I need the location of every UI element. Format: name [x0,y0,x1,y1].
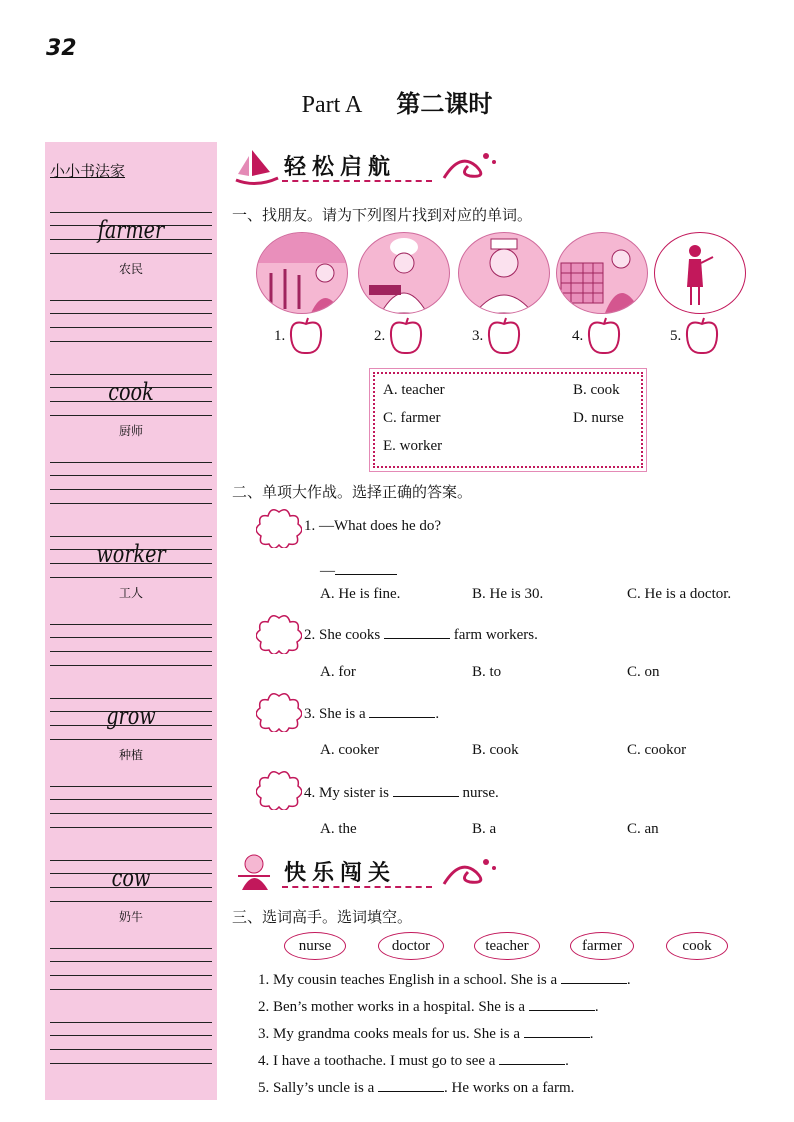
apple-answer-icon[interactable] [684,316,720,356]
swirl-ornament-icon [440,854,500,890]
choice-b[interactable]: B. He is 30. [472,586,544,602]
sidebar-title: 小小书法家 [50,162,126,180]
choice-c[interactable]: C. on [627,664,660,680]
answer-blank[interactable] [393,782,459,797]
page-number: 32 [46,36,77,61]
handwriting-word: grow [106,702,156,730]
item-number: 3. [472,328,484,344]
nurse-picture-icon [459,233,549,313]
handwriting-word: worker [96,540,166,568]
flower-answer-icon[interactable] [256,614,302,654]
answer-blank[interactable] [524,1023,590,1038]
word-block-farmer [50,212,212,277]
girl-mascot-icon [230,852,282,892]
word-meaning: 种植 [118,748,143,762]
choice-c[interactable]: C. cookor [627,742,687,758]
option-e: E. worker [383,438,443,454]
practice-lines[interactable] [50,948,212,990]
word-block-grow [50,698,212,763]
fill-sentence-5 [258,1077,574,1097]
stem-text: nurse. [462,785,499,801]
sentence-text: . [594,999,599,1015]
item-number: 1. [274,328,286,344]
item-number: 4. [572,328,584,344]
section1-heading: 一、找朋友。请为下列图片找到对应的单词。 [232,206,533,224]
answer-blank[interactable] [561,969,627,984]
practice-lines[interactable] [50,462,212,504]
cook-picture-icon [359,233,449,313]
answer-blank[interactable] [369,703,435,718]
worker-picture-icon [557,233,647,313]
handwriting-word: cow [111,864,151,892]
question-2-stem [304,624,538,644]
stem-text: . [435,706,440,722]
word-meaning: 奶牛 [118,910,143,924]
teacher-picture-icon [655,233,745,313]
fill-sentence-4 [258,1050,569,1070]
option-c: C. farmer [383,410,441,426]
word-chip-teacher[interactable]: teacher [474,932,540,960]
flower-answer-icon[interactable] [256,692,302,732]
answer-blank[interactable] [378,1077,444,1092]
stem-text: 2. She cooks [304,627,381,643]
fill-sentence-2 [258,996,599,1016]
practice-lines[interactable] [50,786,212,828]
word-block-cook [50,374,212,439]
sentence-text: . [565,1053,569,1069]
banner-easy-start [230,146,520,186]
practice-lines[interactable] [50,300,212,342]
picture-teacher [654,232,746,314]
picture-cook [358,232,450,314]
apple-answer-icon[interactable] [288,316,324,356]
fill-sentence-1 [258,969,631,989]
stem-text: 4. My sister is [304,785,390,801]
word-options-box [373,372,643,468]
sentence-text: 2. Ben’s mother works in a hospital. She is a [258,999,526,1015]
question-4-stem [304,782,499,802]
wavy-divider [282,176,432,182]
fill-sentence-3 [258,1023,594,1043]
banner-title: 快乐闯关 [284,861,397,886]
item-number: 5. [670,328,682,344]
handwriting-word: farmer [97,216,165,244]
stem-text: farm workers. [453,627,538,643]
picture-worker [556,232,648,314]
picture-nurse [458,232,550,314]
swirl-ornament-icon [440,148,500,184]
word-block-cow [50,860,212,925]
sentence-text: 4. I have a toothache. I must go to see a [258,1053,496,1069]
sentence-text: . He works on a farm. [444,1080,575,1096]
sentence-text: 1. My cousin teaches English in a school. She is a [258,972,558,988]
word-chip-nurse[interactable]: nurse [284,932,346,960]
answer-blank[interactable] [529,996,595,1011]
wavy-divider [282,882,432,888]
sentence-text: . [589,1026,594,1042]
sentence-text: 3. My grandma cooks meals for us. She is a [258,1026,521,1042]
banner-happy-challenge [230,852,520,892]
word-chip-cook[interactable]: cook [666,932,728,960]
question-1-stem: 1. —What does he do? [304,518,442,534]
item-number: 2. [374,328,386,344]
choice-a[interactable]: A. for [320,664,356,680]
page-title [0,84,794,119]
practice-lines[interactable] [50,624,212,666]
apple-answer-icon[interactable] [586,316,622,356]
stem-text: 3. She is a [304,706,366,722]
word-chip-doctor[interactable]: doctor [378,932,444,960]
option-d: D. nurse [573,410,624,426]
sailboat-icon [230,146,282,186]
section3-heading: 三、选词高手。选词填空。 [232,908,413,926]
apple-answer-icon[interactable] [388,316,424,356]
word-chip-farmer[interactable]: farmer [570,932,634,960]
apple-answer-icon[interactable] [486,316,522,356]
word-meaning: 农民 [118,262,143,276]
choice-c[interactable]: C. He is a doctor. [627,586,732,602]
choice-a[interactable]: A. He is fine. [320,586,401,602]
sentence-text: . [626,972,631,988]
sentence-text: 5. Sally’s uncle is a [258,1080,375,1096]
dash: — [320,563,335,579]
handwriting-word: cook [108,378,154,406]
choice-c[interactable]: C. an [627,821,659,837]
section2-heading: 二、单项大作战。选择正确的答案。 [232,483,473,501]
word-block-worker [50,536,212,601]
question-3-stem [304,703,439,723]
answer-blank[interactable] [335,560,397,575]
question-1-answer-line[interactable] [320,560,397,580]
choice-b[interactable]: B. a [472,821,497,837]
answer-blank[interactable] [499,1050,565,1065]
answer-blank[interactable] [384,624,450,639]
option-a: A. teacher [383,382,445,398]
choice-a[interactable]: A. cooker [320,742,380,758]
flower-answer-icon[interactable] [256,508,302,548]
choice-b[interactable]: B. cook [472,742,519,758]
choice-b[interactable]: B. to [472,664,502,680]
choice-a[interactable]: A. the [320,821,357,837]
word-meaning: 工人 [118,586,143,600]
banner-title: 轻松启航 [284,155,397,180]
picture-farmer [256,232,348,314]
title-lesson: 第二课时 [396,90,493,118]
farmer-picture-icon [257,233,347,313]
title-part: Part A [301,92,363,118]
option-b: B. cook [573,382,620,398]
practice-lines[interactable] [50,1022,212,1064]
word-meaning: 厨师 [118,424,143,438]
flower-answer-icon[interactable] [256,770,302,810]
